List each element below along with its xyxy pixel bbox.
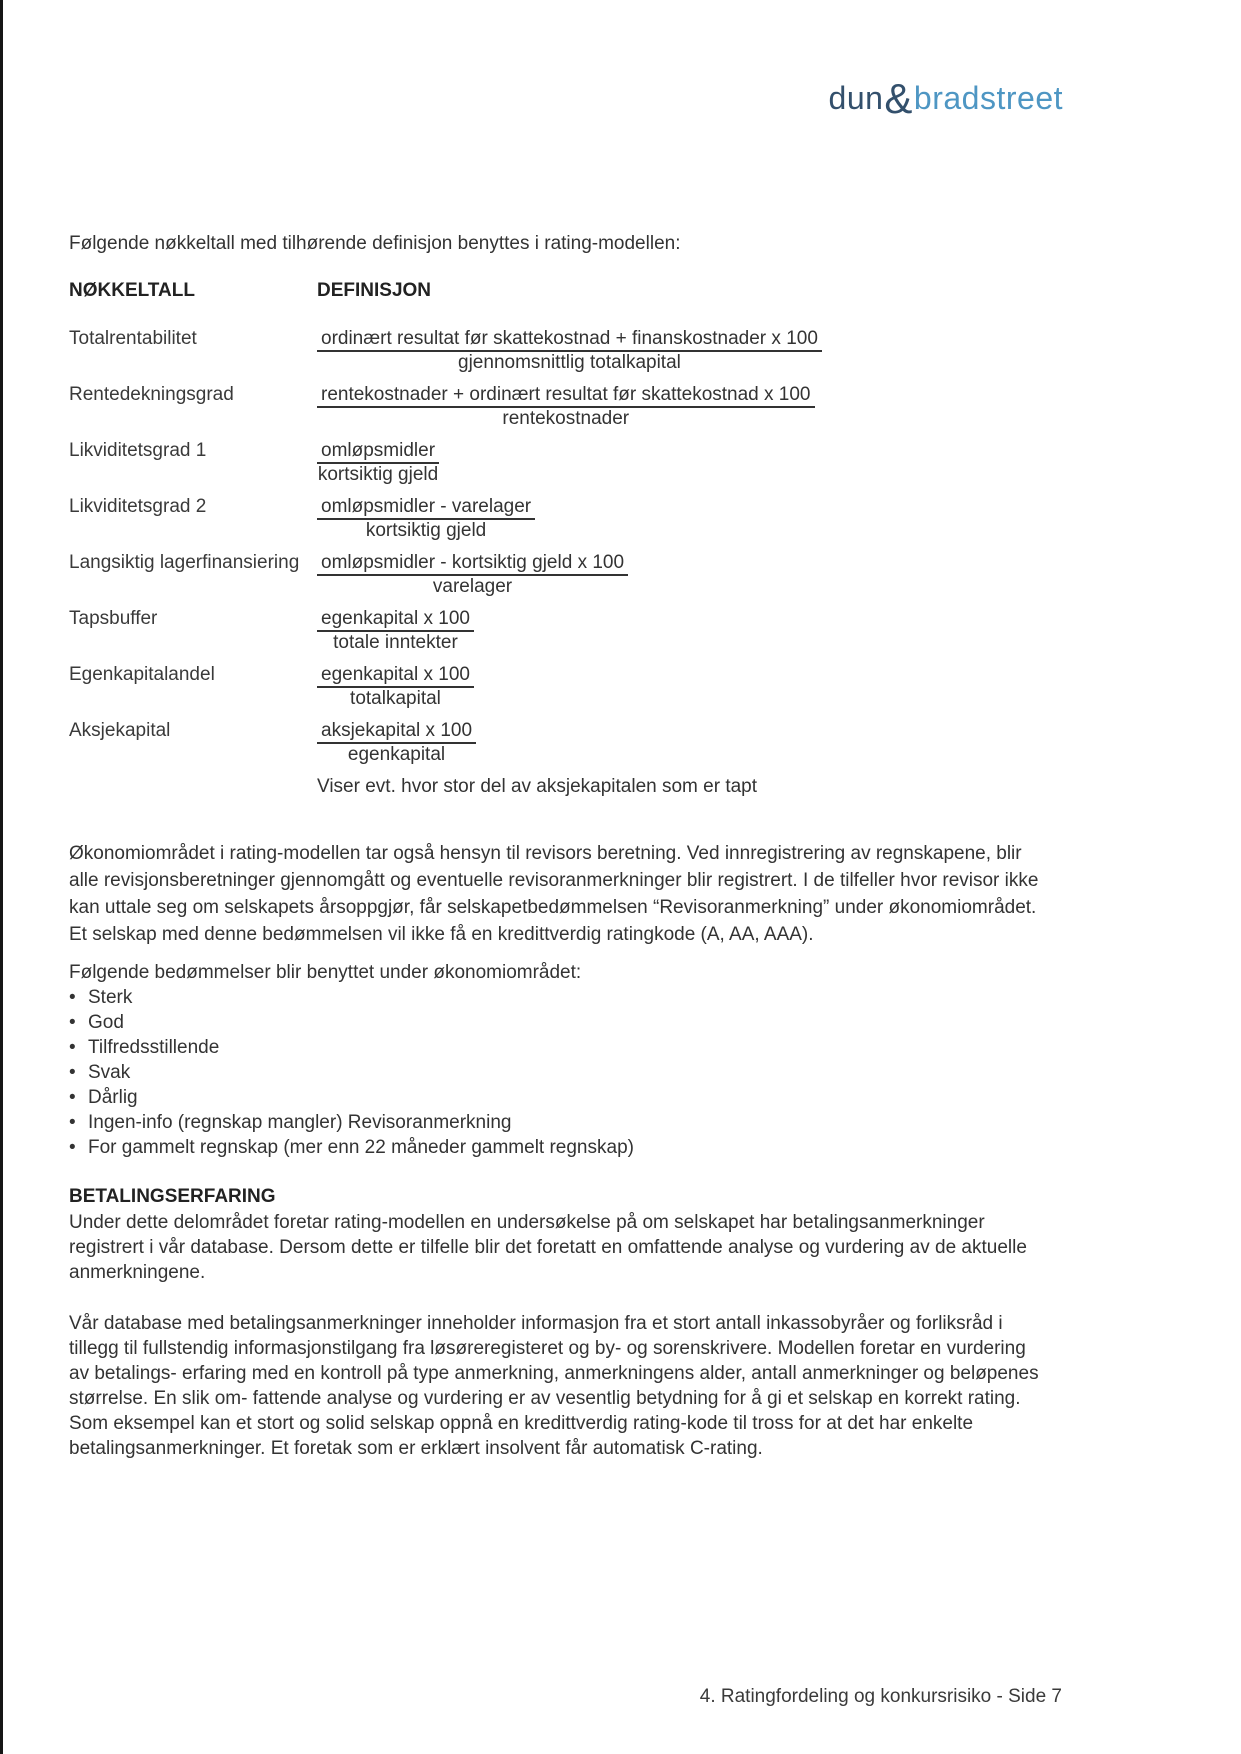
formula-numerator: omløpsmidler - kortsiktig gjeld x 100: [317, 552, 628, 576]
page-content: [69, 233, 1045, 1461]
formula-numerator: omløpsmidler: [317, 440, 439, 464]
key-figure-label: Tapsbuffer: [69, 608, 158, 629]
table-row: [69, 440, 1045, 488]
assessment-label: For gammelt regnskap (mer enn 22 måneder gammelt regnskap): [88, 1137, 634, 1158]
formula-fraction: [317, 496, 535, 542]
assessment-label: God: [88, 1012, 124, 1033]
key-figure-label: Langsiktig lagerfinansiering: [69, 552, 300, 573]
list-item: [69, 1010, 1045, 1035]
list-item: [69, 1135, 1045, 1160]
bullet-icon: •: [69, 1087, 76, 1108]
formula-numerator: rentekostnader + ordinært resultat før skattekostnad x 100: [317, 384, 815, 408]
scan-edge-line: [0, 0, 3, 1754]
formula-denominator: totalkapital: [350, 688, 441, 709]
intro-line: Følgende nøkkeltall med tilhørende definisjon benyttes i rating-modellen:: [69, 233, 681, 254]
assessments-intro: Følgende bedømmelser blir benyttet under økonomiområdet:: [69, 962, 582, 983]
assessment-label: Sterk: [88, 987, 133, 1008]
bullet-icon: •: [69, 1137, 76, 1158]
formula-denominator: varelager: [432, 576, 513, 597]
economy-paragraph: Økonomiområdet i rating-modellen tar også hensyn til revisors beretning. Ved innregistrering av regnskapene, blir alle revisjonsberetninger gjennomgått og eventuelle revisoranmerkninger blir registrert. I de tilfeller hvor revisor ikke kan uttale seg om selskapets årsoppgjør, får selskapetbedømmelsen “Revisoranmerkning” under økonomiområdet. Et selskap med denne bedømmelsen vil ikke få en kredittverdig ratingkode (A, AA, AAA).: [69, 843, 1039, 945]
table-row: [69, 496, 1045, 544]
logo-text-dun: dun: [828, 80, 884, 116]
table-row: [69, 328, 1045, 376]
table-row: [69, 664, 1045, 712]
bullet-icon: •: [69, 1062, 76, 1083]
formula-fraction: [317, 608, 474, 654]
key-figure-label: Aksjekapital: [69, 720, 171, 741]
formula-denominator: kortsiktig gjeld: [317, 464, 439, 485]
dun-bradstreet-logo: [828, 74, 1063, 122]
formula-numerator: aksjekapital x 100: [317, 720, 476, 744]
assessment-label: Tilfredsstillende: [88, 1037, 220, 1058]
table-row: [69, 720, 1045, 768]
aksjekapital-note: Viser evt. hvor stor del av aksjekapitalen som er tapt: [317, 776, 758, 797]
formula-fraction: [317, 720, 476, 766]
logo-text-bradstreet: bradstreet: [913, 80, 1063, 116]
key-figure-label: Rentedekningsgrad: [69, 384, 234, 405]
formula-fraction: [317, 328, 822, 374]
list-item: [69, 1060, 1045, 1085]
formula-fraction: [317, 440, 439, 486]
table-header-row: [69, 280, 1045, 302]
table-row: [69, 384, 1045, 432]
formula-denominator: egenkapital: [347, 744, 446, 765]
column-header-definisjon: DEFINISJON: [317, 280, 432, 301]
key-figure-label: Likviditetsgrad 1: [69, 440, 207, 461]
page-footer: 4. Ratingfordeling og konkursrisiko - Side 7: [699, 1686, 1062, 1707]
table-row: [69, 608, 1045, 656]
list-item: [69, 1110, 1045, 1135]
table-row: [69, 552, 1045, 600]
formula-fraction: [317, 664, 474, 710]
bullet-icon: •: [69, 1012, 76, 1033]
assessments-list: [69, 960, 1045, 1160]
column-header-nokkeltall: NØKKELTALL: [69, 280, 195, 301]
bullet-icon: •: [69, 987, 76, 1008]
key-figures-table: [69, 280, 1045, 798]
formula-denominator: totale inntekter: [333, 632, 458, 653]
key-figure-label: Likviditetsgrad 2: [69, 496, 207, 517]
formula-numerator: egenkapital x 100: [317, 664, 474, 688]
formula-numerator: omløpsmidler - varelager: [317, 496, 535, 520]
formula-fraction: [317, 384, 815, 430]
key-figure-label: Totalrentabilitet: [69, 328, 197, 349]
assessment-label: Svak: [88, 1062, 131, 1083]
formula-numerator: ordinært resultat før skattekostnad + finanskostnader x 100: [317, 328, 822, 352]
ampersand-icon: &: [884, 75, 913, 122]
payment-paragraph-2: Vår database med betalingsanmerkninger inneholder informasjon fra et stort antall inkassobyråer og forliksråd i tillegg til fullstendig informasjonstilgang fra løsøreregisteret og by- og sorenskrivere. Modellen foretar en vurdering av betalings- erfaring med en kontroll på type anmerkning, anmerkningens alder, antall anmerkninger og beløpenes størrelse. En slik om- fattende analyse og vurdering er av vesentlig betydning for å gi et selskap en korrekt rating. Som eksempel kan et stort og solid selskap oppnå en kredittverdig rating-kode til tross for at det har enkelte betalingsanmerkninger. Et foretak som er erklært insolvent får automatisk C-rating.: [69, 1313, 1039, 1459]
table-note-row: [69, 776, 1045, 798]
bullet-icon: •: [69, 1112, 76, 1133]
list-item: [69, 1085, 1045, 1110]
formula-denominator: gjennomsnittlig totalkapital: [458, 352, 681, 373]
payment-paragraph-1: Under dette delområdet foretar rating-modellen en undersøkelse på om selskapet har betalingsanmerkninger registrert i vår database. Dersom dette er tilfelle blir det foretatt en omfattende analyse og vurdering av de aktuelle anmerkningene.: [69, 1212, 1027, 1283]
formula-numerator: egenkapital x 100: [317, 608, 474, 632]
assessment-label: Dårlig: [88, 1087, 138, 1108]
bullet-icon: •: [69, 1037, 76, 1058]
key-figure-label: Egenkapitalandel: [69, 664, 215, 685]
formula-denominator: rentekostnader: [502, 408, 630, 429]
assessment-label: Ingen-info (regnskap mangler) Revisoranmerkning: [88, 1112, 512, 1133]
formula-fraction: [317, 552, 628, 598]
formula-denominator: kortsiktig gjeld: [365, 520, 487, 541]
section-heading-betalingserfaring: BETALINGSERFARING: [69, 1186, 276, 1207]
list-item: [69, 1035, 1045, 1060]
list-item: [69, 985, 1045, 1010]
